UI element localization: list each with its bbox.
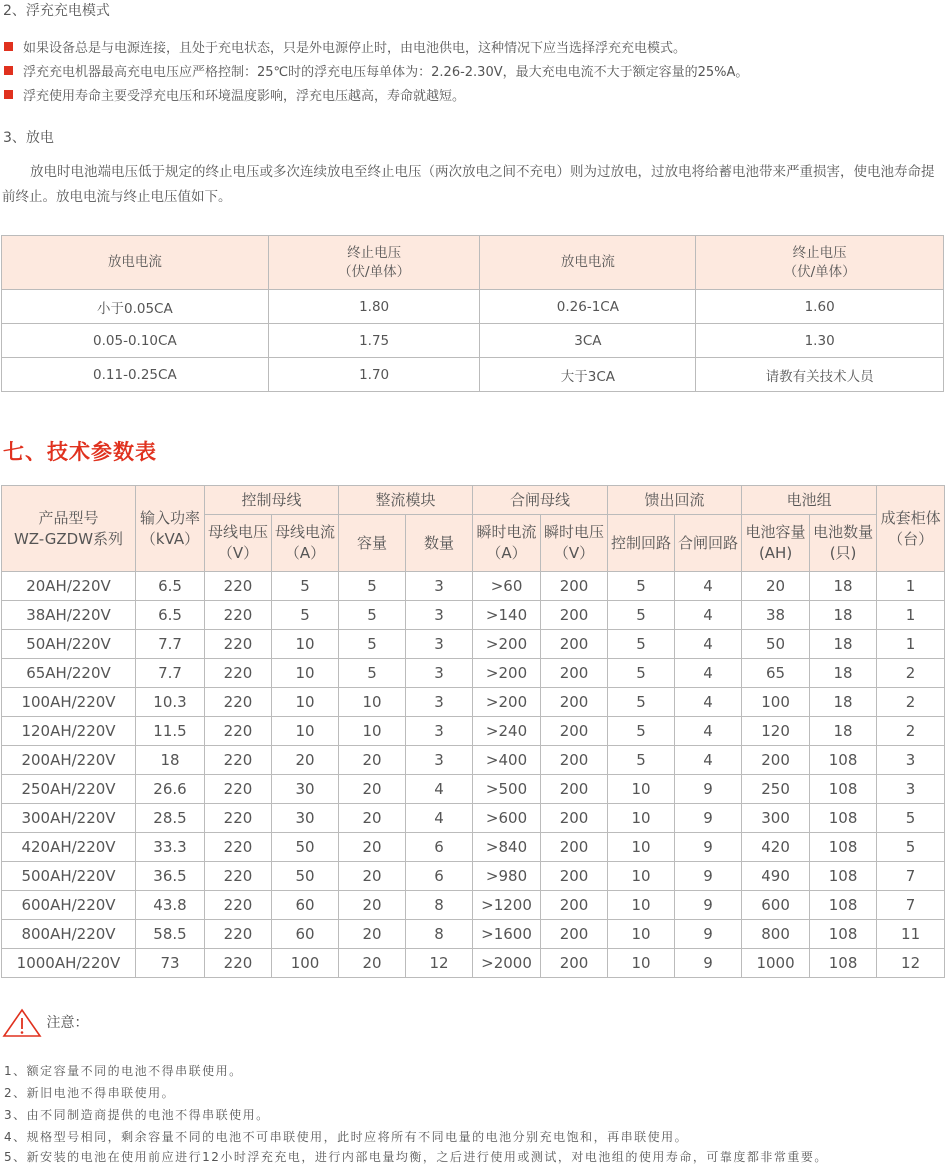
table-cell: 220 bbox=[205, 804, 272, 833]
discharge-table bbox=[1, 235, 944, 392]
table-cell: 5 bbox=[608, 717, 675, 746]
model-cell: 800AH/220V bbox=[2, 920, 136, 949]
table-cell: 50 bbox=[272, 862, 339, 891]
table-cell: 220 bbox=[205, 746, 272, 775]
header-rectifier-module: 整流模块 bbox=[339, 486, 473, 515]
table-cell: 200 bbox=[541, 949, 608, 978]
bullet-item: 浮充充电机器最高充电电压应严格控制：25℃时的浮充电压每单体为：2.26-2.30V，最大充电电流不大于额定容量的25%A。 bbox=[4, 61, 748, 80]
note-item: 4、规格型号相同，剩余容量不同的电池不可串联使用，此时应将所有不同电量的电池分别充电饱和，再串联使用。 bbox=[4, 1130, 689, 1144]
table-cell: 600 bbox=[742, 891, 810, 920]
table-cell: 220 bbox=[205, 833, 272, 862]
table-row bbox=[2, 862, 945, 891]
table-cell: 5 bbox=[272, 572, 339, 601]
table-cell: 108 bbox=[810, 920, 877, 949]
table-cell: 9 bbox=[675, 833, 742, 862]
subheader-bat-capacity: 电池容量(AH) bbox=[742, 515, 810, 572]
table-cell: 43.8 bbox=[136, 891, 205, 920]
model-cell: 1000AH/220V bbox=[2, 949, 136, 978]
table-cell: 100 bbox=[272, 949, 339, 978]
table-cell: 10 bbox=[608, 804, 675, 833]
table-cell: 108 bbox=[810, 862, 877, 891]
table-row bbox=[2, 746, 945, 775]
table-cell: 小于0.05CA bbox=[2, 290, 269, 324]
table-cell: 200 bbox=[541, 601, 608, 630]
table-cell: 10.3 bbox=[136, 688, 205, 717]
table-row bbox=[2, 717, 945, 746]
table-cell: 108 bbox=[810, 891, 877, 920]
bullet-item: 浮充使用寿命主要受浮充电压和环境温度影响，浮充电压越高，寿命就越短。 bbox=[4, 85, 465, 104]
table-cell: 8 bbox=[406, 891, 473, 920]
table-cell: 7 bbox=[877, 891, 945, 920]
table-cell: 5 bbox=[339, 630, 406, 659]
table-row bbox=[2, 601, 945, 630]
table-cell: 11 bbox=[877, 920, 945, 949]
subheader-inst-current: 瞬时电流（A） bbox=[473, 515, 541, 572]
table-cell: 28.5 bbox=[136, 804, 205, 833]
header-cabinet: 成套柜体（台） bbox=[877, 486, 945, 572]
table-cell: 10 bbox=[272, 659, 339, 688]
table-cell: 200 bbox=[541, 659, 608, 688]
model-cell: 250AH/220V bbox=[2, 775, 136, 804]
table-cell: 20 bbox=[339, 833, 406, 862]
header-closing-bus: 合闸母线 bbox=[473, 486, 608, 515]
table-row bbox=[2, 833, 945, 862]
table-row bbox=[2, 659, 945, 688]
table-cell: 7.7 bbox=[136, 630, 205, 659]
bullet-marker bbox=[4, 90, 13, 99]
table-cell: 20 bbox=[339, 949, 406, 978]
table-cell: 73 bbox=[136, 949, 205, 978]
table-cell: 4 bbox=[675, 572, 742, 601]
table-cell: 9 bbox=[675, 862, 742, 891]
table-cell: 220 bbox=[205, 659, 272, 688]
table-cell: 1.70 bbox=[268, 358, 480, 392]
table-cell: 1.30 bbox=[696, 324, 944, 358]
table-cell: 9 bbox=[675, 949, 742, 978]
table-cell: 1000 bbox=[742, 949, 810, 978]
table-row bbox=[2, 358, 944, 392]
table-cell: 3 bbox=[406, 717, 473, 746]
table-cell: 33.3 bbox=[136, 833, 205, 862]
notice-label: 注意： bbox=[2, 1008, 88, 1038]
table-cell: 250 bbox=[742, 775, 810, 804]
model-cell: 500AH/220V bbox=[2, 862, 136, 891]
header-battery-group: 电池组 bbox=[742, 486, 877, 515]
subheader-inst-voltage: 瞬时电压（V） bbox=[541, 515, 608, 572]
subheader-bus-voltage: 母线电压（V） bbox=[205, 515, 272, 572]
table-header-row bbox=[2, 236, 944, 290]
table-cell: 20 bbox=[742, 572, 810, 601]
model-cell: 100AH/220V bbox=[2, 688, 136, 717]
table-cell: 3 bbox=[877, 746, 945, 775]
table-cell: 6.5 bbox=[136, 572, 205, 601]
table-cell: 490 bbox=[742, 862, 810, 891]
table-row bbox=[2, 775, 945, 804]
table-cell: 200 bbox=[541, 630, 608, 659]
table-cell: 8 bbox=[406, 920, 473, 949]
table-cell: 4 bbox=[675, 688, 742, 717]
table-cell: 4 bbox=[406, 775, 473, 804]
spec-section-title: 七、技术参数表 bbox=[3, 440, 157, 464]
table-cell: 4 bbox=[675, 659, 742, 688]
model-cell: 38AH/220V bbox=[2, 601, 136, 630]
table-cell: 3 bbox=[877, 775, 945, 804]
model-cell: 20AH/220V bbox=[2, 572, 136, 601]
table-cell: 9 bbox=[675, 891, 742, 920]
table-cell: 5 bbox=[877, 833, 945, 862]
table-cell: 200 bbox=[541, 804, 608, 833]
table-cell: 220 bbox=[205, 572, 272, 601]
subheader-close-loop: 合闸回路 bbox=[675, 515, 742, 572]
table-cell: 9 bbox=[675, 804, 742, 833]
table-cell: >200 bbox=[473, 688, 541, 717]
table-cell: 18 bbox=[136, 746, 205, 775]
table-cell: >240 bbox=[473, 717, 541, 746]
table-cell: 200 bbox=[541, 920, 608, 949]
note-item: 1、额定容量不同的电池不得串联使用。 bbox=[4, 1064, 243, 1078]
table-cell: 3 bbox=[406, 688, 473, 717]
table-cell: 1.60 bbox=[696, 290, 944, 324]
table-cell: 108 bbox=[810, 775, 877, 804]
table-header-row bbox=[2, 486, 945, 515]
warning-icon bbox=[2, 1008, 42, 1038]
table-cell: 120 bbox=[742, 717, 810, 746]
table-cell: 1.75 bbox=[268, 324, 480, 358]
table-cell: 0.26-1CA bbox=[480, 290, 696, 324]
table-cell: 20 bbox=[339, 920, 406, 949]
table-cell: 60 bbox=[272, 891, 339, 920]
table-cell: >840 bbox=[473, 833, 541, 862]
table-cell: 200 bbox=[541, 775, 608, 804]
table-cell: 300 bbox=[742, 804, 810, 833]
table-cell: 4 bbox=[406, 804, 473, 833]
table-cell: >200 bbox=[473, 630, 541, 659]
table-cell: 200 bbox=[541, 833, 608, 862]
table-cell: 220 bbox=[205, 601, 272, 630]
table-cell: 9 bbox=[675, 920, 742, 949]
table-cell: 5 bbox=[877, 804, 945, 833]
table-cell: 108 bbox=[810, 746, 877, 775]
table-cell: >1200 bbox=[473, 891, 541, 920]
subheader-bat-count: 电池数量(只) bbox=[810, 515, 877, 572]
table-cell: 18 bbox=[810, 572, 877, 601]
table-cell: 26.6 bbox=[136, 775, 205, 804]
table-cell: 5 bbox=[272, 601, 339, 630]
table-cell: 1 bbox=[877, 572, 945, 601]
table-cell: 5 bbox=[608, 746, 675, 775]
table-cell: 5 bbox=[608, 630, 675, 659]
table-cell: 220 bbox=[205, 717, 272, 746]
model-cell: 420AH/220V bbox=[2, 833, 136, 862]
bullet-marker bbox=[4, 42, 13, 51]
table-cell: 38 bbox=[742, 601, 810, 630]
table-cell: 30 bbox=[272, 804, 339, 833]
table-cell: 3 bbox=[406, 572, 473, 601]
bullet-item: 如果设备总是与电源连接，且处于充电状态，只是外电源停止时，由电池供电，这种情况下应当选择浮充充电模式。 bbox=[4, 37, 686, 56]
model-cell: 200AH/220V bbox=[2, 746, 136, 775]
table-cell: 2 bbox=[877, 688, 945, 717]
discharge-paragraph: 放电时电池端电压低于规定的终止电压或多次连续放电至终止电压（两次放电之间不充电）则为过放电，过放电将给蓄电池带来严重损害，使电池寿命提前终止。放电电流与终止电压值如下。 bbox=[2, 164, 935, 205]
table-cell: 10 bbox=[608, 920, 675, 949]
table-cell: 2 bbox=[877, 659, 945, 688]
table-row bbox=[2, 804, 945, 833]
table-cell: 4 bbox=[675, 717, 742, 746]
table-cell: 4 bbox=[675, 601, 742, 630]
table-cell: >60 bbox=[473, 572, 541, 601]
table-cell: 30 bbox=[272, 775, 339, 804]
note-item: 2、新旧电池不得串联使用。 bbox=[4, 1086, 176, 1100]
table-cell: 18 bbox=[810, 630, 877, 659]
header-discharge-current: 放电电流 bbox=[480, 236, 696, 290]
table-cell: >500 bbox=[473, 775, 541, 804]
table-cell: 20 bbox=[339, 775, 406, 804]
table-cell: 10 bbox=[608, 862, 675, 891]
table-cell: 200 bbox=[541, 746, 608, 775]
table-row bbox=[2, 688, 945, 717]
table-cell: 20 bbox=[272, 746, 339, 775]
table-row bbox=[2, 630, 945, 659]
table-cell: 6.5 bbox=[136, 601, 205, 630]
table-cell: 10 bbox=[608, 949, 675, 978]
table-cell: 5 bbox=[339, 601, 406, 630]
table-cell: 3 bbox=[406, 601, 473, 630]
table-cell: 50 bbox=[272, 833, 339, 862]
table-cell: 108 bbox=[810, 833, 877, 862]
model-cell: 50AH/220V bbox=[2, 630, 136, 659]
table-cell: 10 bbox=[272, 630, 339, 659]
table-cell: 36.5 bbox=[136, 862, 205, 891]
subheader-bus-current: 母线电流（A） bbox=[272, 515, 339, 572]
table-cell: 200 bbox=[541, 891, 608, 920]
table-cell: 3CA bbox=[480, 324, 696, 358]
subheader-quantity: 数量 bbox=[406, 515, 473, 572]
table-cell: 100 bbox=[742, 688, 810, 717]
table-cell: 10 bbox=[272, 717, 339, 746]
table-cell: 5 bbox=[608, 572, 675, 601]
table-cell: 200 bbox=[541, 717, 608, 746]
table-cell: 大于3CA bbox=[480, 358, 696, 392]
table-cell: 4 bbox=[675, 630, 742, 659]
model-cell: 65AH/220V bbox=[2, 659, 136, 688]
table-cell: 220 bbox=[205, 891, 272, 920]
header-feeder: 馈出回流 bbox=[608, 486, 742, 515]
table-cell: 0.11-0.25CA bbox=[2, 358, 269, 392]
bullet-marker bbox=[4, 66, 13, 75]
table-cell: 12 bbox=[406, 949, 473, 978]
table-cell: 420 bbox=[742, 833, 810, 862]
table-cell: 6 bbox=[406, 862, 473, 891]
header-discharge-current: 放电电流 bbox=[2, 236, 269, 290]
header-model: 产品型号 WZ-GZDW系列 bbox=[2, 486, 136, 572]
table-cell: 0.05-0.10CA bbox=[2, 324, 269, 358]
table-row bbox=[2, 920, 945, 949]
float-charge-heading: 2、浮充充电模式 bbox=[3, 3, 110, 19]
model-cell: 120AH/220V bbox=[2, 717, 136, 746]
table-cell: 5 bbox=[608, 601, 675, 630]
table-cell: 5 bbox=[339, 659, 406, 688]
table-cell: 20 bbox=[339, 804, 406, 833]
table-cell: 20 bbox=[339, 862, 406, 891]
table-row bbox=[2, 572, 945, 601]
discharge-heading: 3、放电 bbox=[3, 130, 54, 146]
table-row bbox=[2, 949, 945, 978]
table-cell: 1 bbox=[877, 630, 945, 659]
table-cell: >140 bbox=[473, 601, 541, 630]
table-cell: 5 bbox=[608, 659, 675, 688]
table-cell: 10 bbox=[608, 775, 675, 804]
table-cell: 12 bbox=[877, 949, 945, 978]
table-cell: 58.5 bbox=[136, 920, 205, 949]
table-cell: 10 bbox=[608, 833, 675, 862]
table-cell: 4 bbox=[675, 746, 742, 775]
table-cell: 3 bbox=[406, 630, 473, 659]
table-cell: >2000 bbox=[473, 949, 541, 978]
table-cell: 7.7 bbox=[136, 659, 205, 688]
table-cell: 6 bbox=[406, 833, 473, 862]
table-cell: 18 bbox=[810, 601, 877, 630]
note-item: 5、新安装的电池在使用前应进行12小时浮充充电，进行内部电量均衡，之后进行使用或测试，对电池组的使用寿命，可靠度都非常重要。 bbox=[4, 1150, 828, 1164]
note-item: 3、由不同制造商提供的电池不得串联使用。 bbox=[4, 1108, 270, 1122]
spec-table bbox=[1, 485, 945, 978]
table-cell: 220 bbox=[205, 862, 272, 891]
table-cell: 20 bbox=[339, 746, 406, 775]
table-cell: 10 bbox=[339, 717, 406, 746]
table-cell: 9 bbox=[675, 775, 742, 804]
table-cell: >200 bbox=[473, 659, 541, 688]
table-cell: 5 bbox=[339, 572, 406, 601]
header-control-bus: 控制母线 bbox=[205, 486, 339, 515]
header-input-power: 输入功率（kVA） bbox=[136, 486, 205, 572]
header-end-voltage: 终止电压 （伏/单体） bbox=[268, 236, 480, 290]
table-row bbox=[2, 324, 944, 358]
table-cell: 10 bbox=[272, 688, 339, 717]
table-cell: 5 bbox=[608, 688, 675, 717]
table-cell: 220 bbox=[205, 775, 272, 804]
table-cell: 20 bbox=[339, 891, 406, 920]
table-cell: 220 bbox=[205, 688, 272, 717]
header-end-voltage: 终止电压 （伏/单体） bbox=[696, 236, 944, 290]
table-cell: >1600 bbox=[473, 920, 541, 949]
table-cell: 220 bbox=[205, 949, 272, 978]
table-cell: 108 bbox=[810, 949, 877, 978]
subheader-ctrl-loop: 控制回路 bbox=[608, 515, 675, 572]
table-cell: 220 bbox=[205, 630, 272, 659]
table-cell: 7 bbox=[877, 862, 945, 891]
table-cell: 65 bbox=[742, 659, 810, 688]
table-cell: 18 bbox=[810, 688, 877, 717]
table-cell: 50 bbox=[742, 630, 810, 659]
table-cell: 18 bbox=[810, 717, 877, 746]
table-cell: 11.5 bbox=[136, 717, 205, 746]
table-cell: 10 bbox=[608, 891, 675, 920]
table-cell: 200 bbox=[541, 862, 608, 891]
table-cell: >600 bbox=[473, 804, 541, 833]
model-cell: 300AH/220V bbox=[2, 804, 136, 833]
table-cell: 3 bbox=[406, 746, 473, 775]
table-cell: 1 bbox=[877, 601, 945, 630]
subheader-capacity: 容量 bbox=[339, 515, 406, 572]
table-cell: 200 bbox=[742, 746, 810, 775]
table-cell: 220 bbox=[205, 920, 272, 949]
table-cell: 2 bbox=[877, 717, 945, 746]
model-cell: 600AH/220V bbox=[2, 891, 136, 920]
table-cell: >400 bbox=[473, 746, 541, 775]
table-cell: 3 bbox=[406, 659, 473, 688]
table-cell: 60 bbox=[272, 920, 339, 949]
table-cell: 108 bbox=[810, 804, 877, 833]
table-row bbox=[2, 290, 944, 324]
table-cell: 18 bbox=[810, 659, 877, 688]
table-cell: 200 bbox=[541, 572, 608, 601]
table-cell: 800 bbox=[742, 920, 810, 949]
table-cell: >980 bbox=[473, 862, 541, 891]
table-cell: 1.80 bbox=[268, 290, 480, 324]
table-cell: 请教有关技术人员 bbox=[696, 358, 944, 392]
table-cell: 10 bbox=[339, 688, 406, 717]
table-cell: 200 bbox=[541, 688, 608, 717]
table-row bbox=[2, 891, 945, 920]
